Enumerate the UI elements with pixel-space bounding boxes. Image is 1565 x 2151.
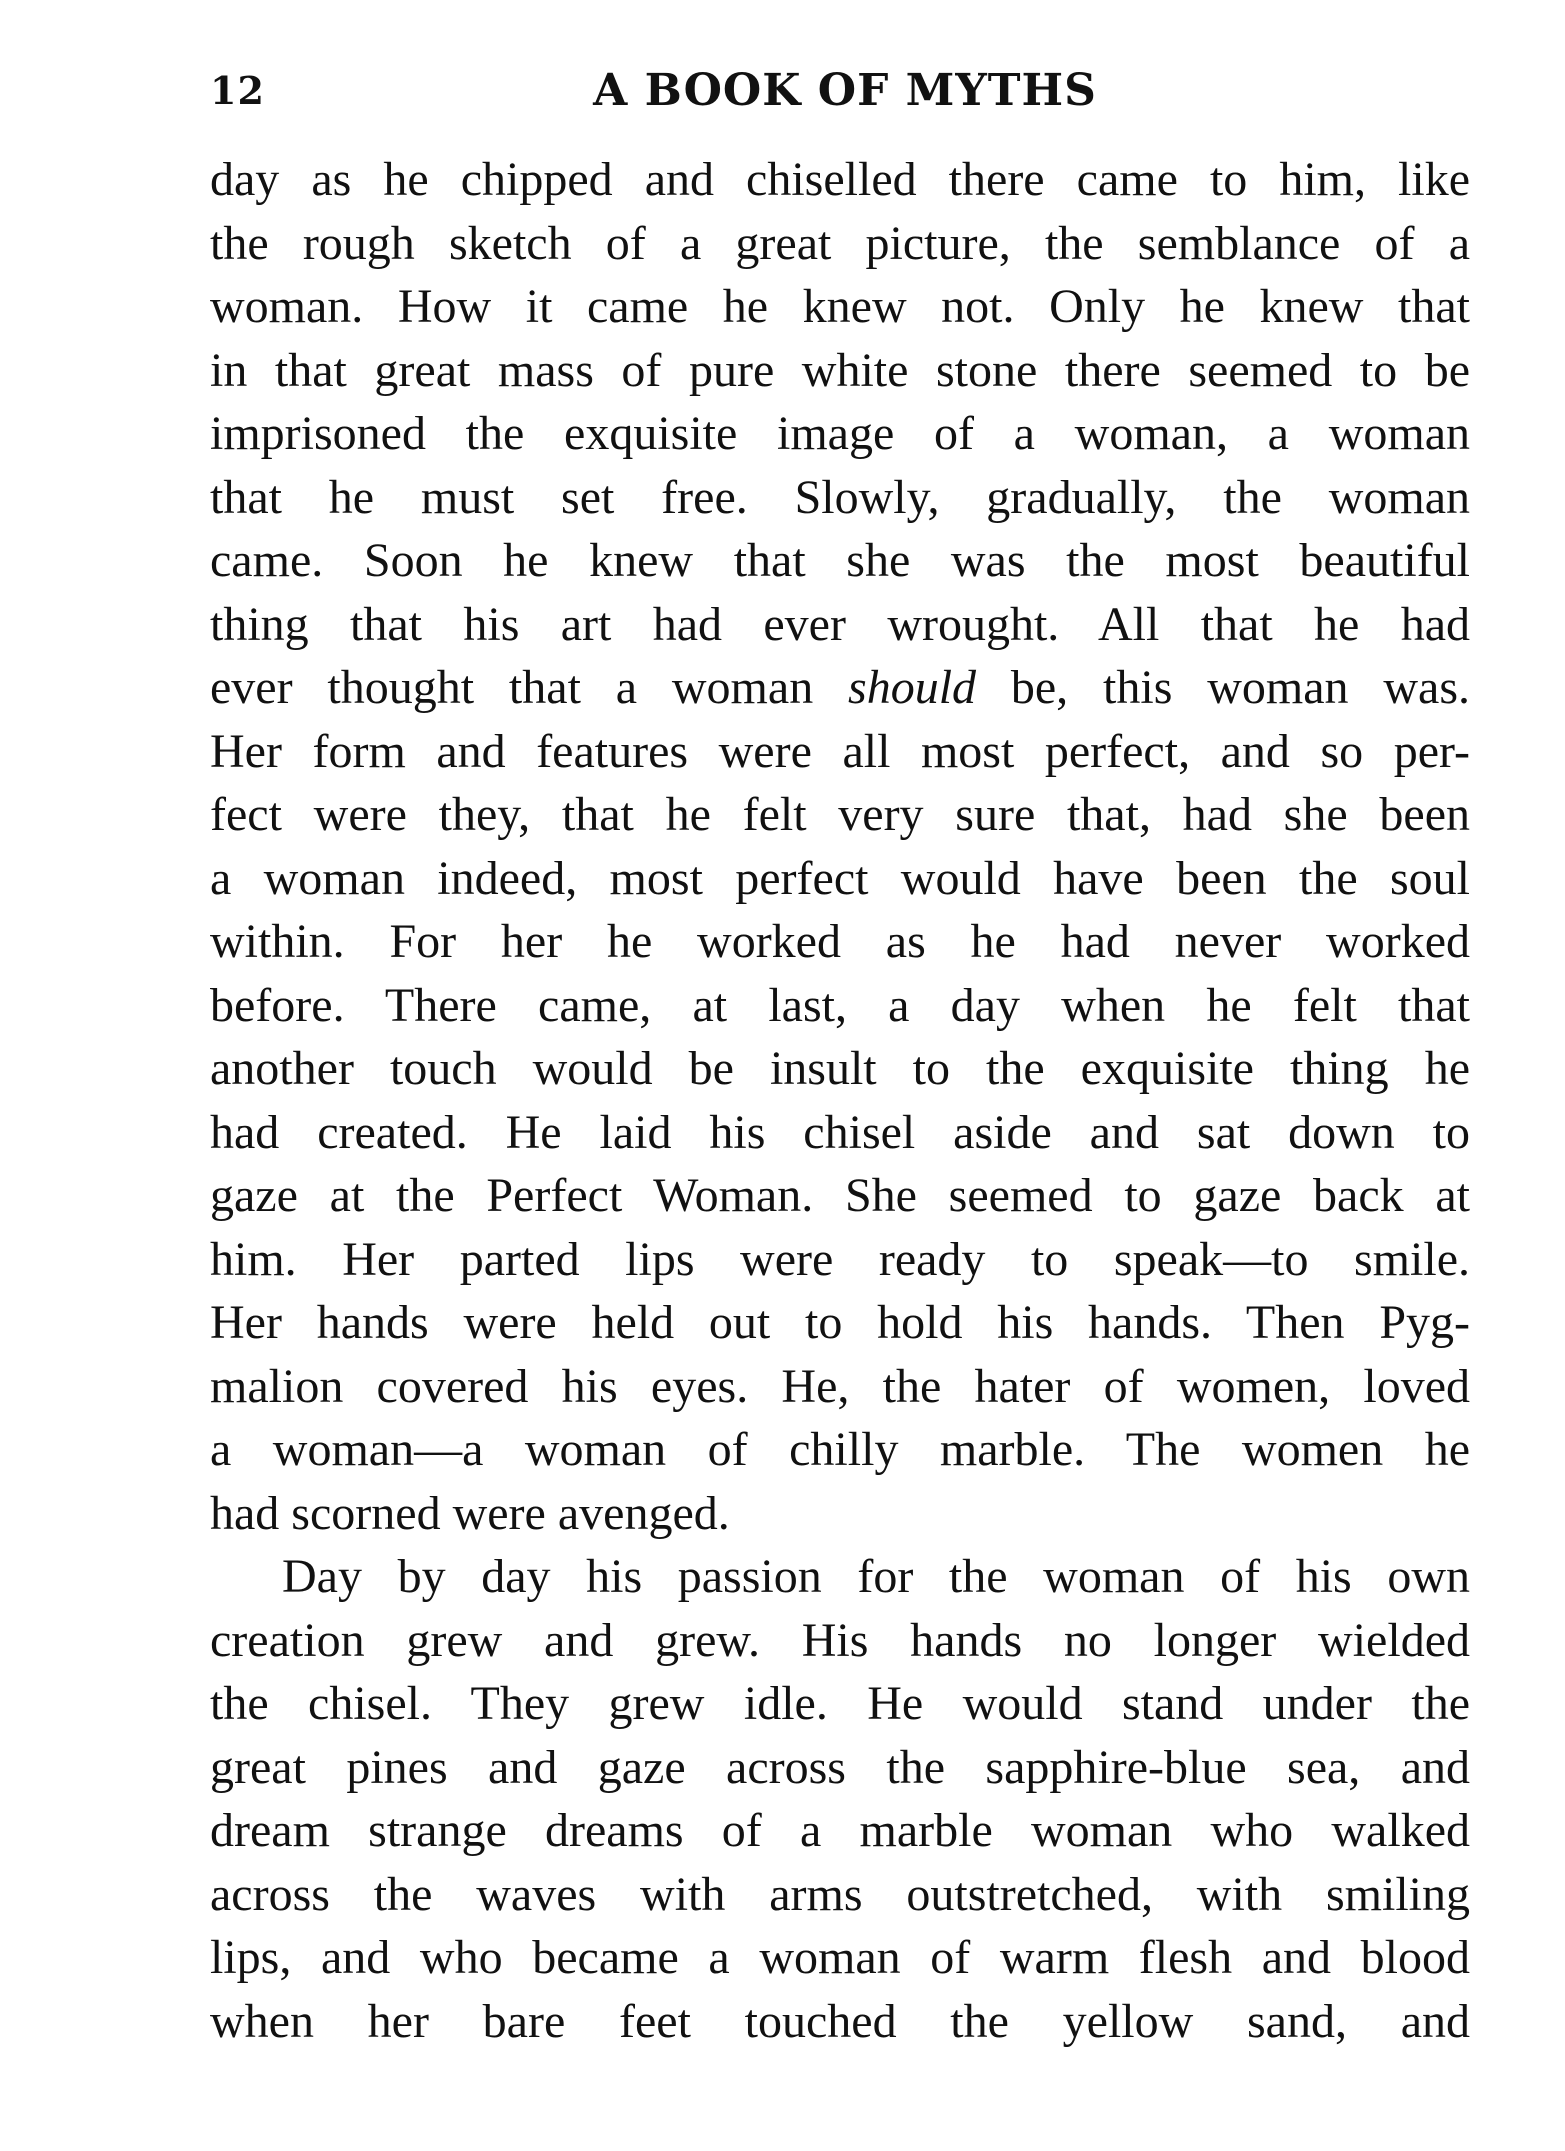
text-line: him. Her parted lips were ready to speak—to smile.	[210, 1232, 1470, 1286]
text-line: had scorned were avenged.	[210, 1486, 730, 1540]
text-line: great pines and gaze across the sapphire-blue sea, and	[210, 1740, 1470, 1794]
paragraph	[210, 1545, 1470, 2053]
text-line: imprisoned the exquisite image of a woman, a woman	[210, 407, 1470, 460]
text-line: gaze at the Perfect Woman. She seemed to gaze back at	[210, 1169, 1470, 1222]
text-line: when her bare feet touched the yellow sand, and	[210, 1994, 1470, 2048]
text-line: Her form and features were all most perfect, and so per-	[210, 724, 1470, 778]
text-line: a woman—a woman of chilly marble. The women he	[210, 1423, 1470, 1476]
text-line: in that great mass of pure white stone there seemed to be	[210, 343, 1470, 397]
text-line: the rough sketch of a great picture, the semblance of a	[210, 216, 1470, 270]
text-line: came. Soon he knew that she was the most beautiful	[210, 534, 1470, 587]
body-text	[210, 148, 1470, 2053]
text-line: ever thought that a woman should be, this woman was.	[210, 661, 1470, 714]
text-line: a woman indeed, most perfect would have been the soul	[210, 851, 1470, 905]
text-line: woman. How it came he knew not. Only he knew that	[210, 280, 1470, 333]
running-head	[210, 56, 1480, 126]
paragraph	[210, 148, 1470, 1545]
text-line: fect were they, that he felt very sure that, had she been	[210, 788, 1470, 841]
text-line: dream strange dreams of a marble woman who walked	[210, 1804, 1470, 1857]
text-line: day as he chipped and chiselled there came to him, like	[210, 153, 1470, 206]
text-line: thing that his art had ever wrought. All that he had	[210, 597, 1470, 651]
emphasis: should	[848, 661, 977, 714]
text-line: that he must set free. Slowly, gradually, the woman	[210, 470, 1470, 524]
text-line: had created. He laid his chisel aside and sat down to	[210, 1105, 1470, 1159]
text-line: creation grew and grew. His hands no longer wielded	[210, 1613, 1470, 1667]
text-line: across the waves with arms outstretched, with smiling	[210, 1867, 1470, 1921]
text-line: another touch would be insult to the exquisite thing he	[210, 1042, 1470, 1095]
text-line: Her hands were held out to hold his hands. Then Pyg-	[210, 1296, 1470, 1349]
book-title: A BOOK OF MYTHS	[593, 65, 1097, 116]
text-line: Day by day his passion for the woman of his own	[282, 1550, 1470, 1603]
text-line: the chisel. They grew idle. He would stand under the	[210, 1677, 1470, 1730]
text-line: within. For her he worked as he had never worked	[210, 915, 1470, 968]
text-line: before. There came, at last, a day when he felt that	[210, 978, 1470, 1032]
text-line: lips, and who became a woman of warm flesh and blood	[210, 1931, 1470, 1984]
page-number: 12	[210, 68, 265, 113]
text-line: malion covered his eyes. He, the hater of women, loved	[210, 1359, 1470, 1413]
